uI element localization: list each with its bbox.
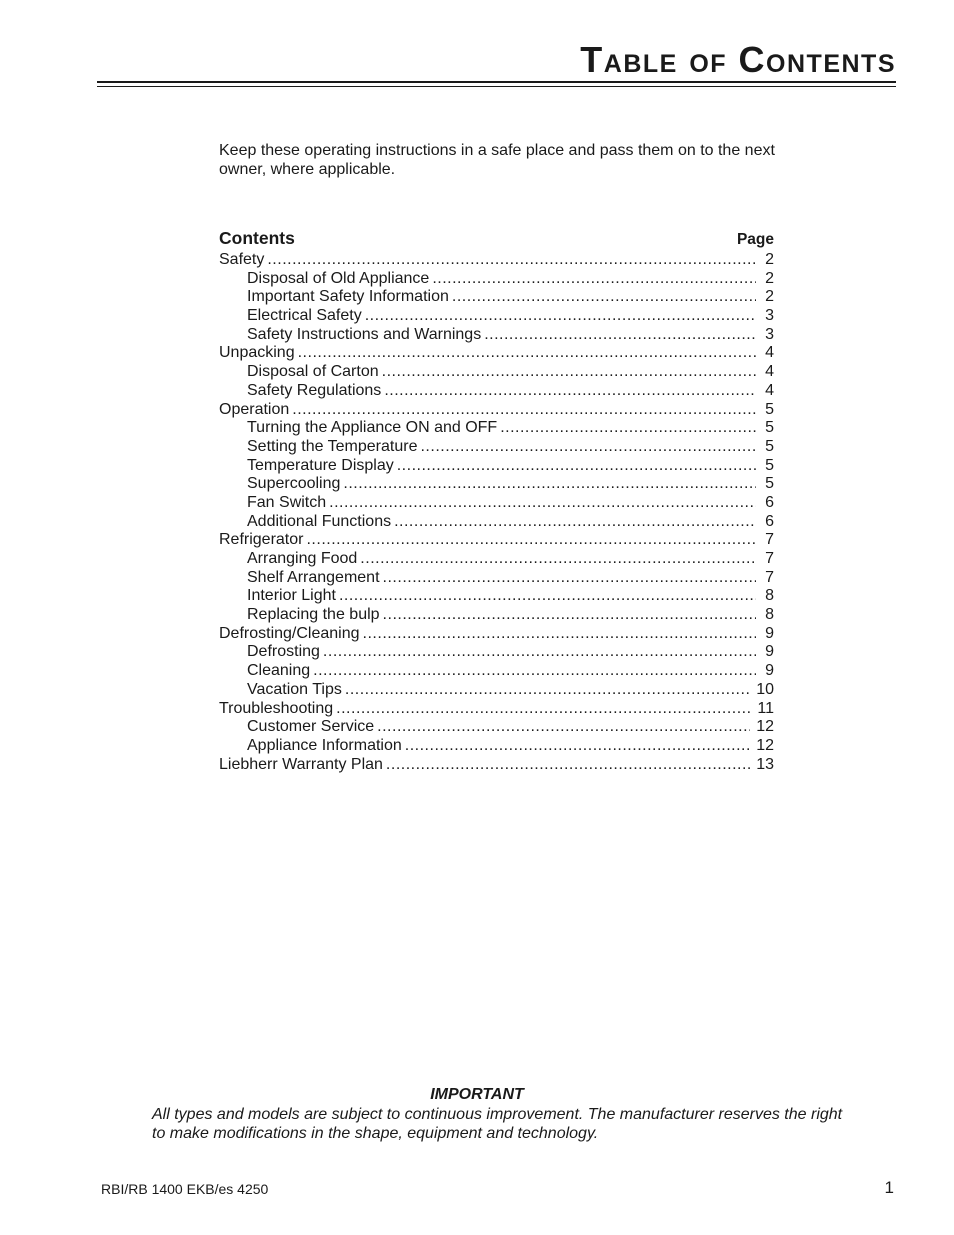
toc-entry-page: 9 (765, 624, 774, 642)
footer-model: RBI/RB 1400 EKB/es 4250 (101, 1181, 269, 1197)
toc-entry-label: Setting the Temperature (247, 437, 418, 455)
toc-leader-dots (292, 401, 756, 420)
toc-entry-label: Replacing the bulp (247, 606, 380, 624)
toc-entry-page: 5 (765, 456, 774, 474)
toc-leader-dots (386, 756, 750, 775)
toc-entry-page: 7 (765, 550, 774, 567)
toc-entry-page: 3 (765, 325, 774, 343)
toc-leader-dots (452, 288, 756, 307)
toc-entry-label: Liebherr Warranty Plan (219, 755, 383, 773)
toc-entry-label: Safety Instructions and Warnings (247, 325, 482, 343)
toc-page-heading: Page (736, 231, 774, 248)
toc-entry-page: 8 (765, 587, 774, 605)
toc-entry-page: 5 (765, 400, 774, 418)
toc-entry-page: 11 (757, 699, 774, 717)
toc-leader-dots (420, 438, 756, 457)
toc-list (219, 251, 774, 774)
toc-entry (219, 513, 774, 532)
toc-leader-dots (298, 344, 756, 363)
toc-entry (219, 251, 774, 270)
toc-entry (219, 550, 774, 569)
intro-paragraph: Keep these operating instructions in a safe place and pass them on to the next owner, where applicable. (219, 142, 775, 178)
toc-entry-page: 2 (765, 251, 774, 268)
toc-entry-label: Disposal of Old Appliance (247, 269, 430, 287)
toc-entry-page: 12 (756, 718, 774, 736)
toc-entry (219, 344, 774, 363)
toc-leader-dots (377, 718, 750, 737)
title-rule-thick (97, 81, 896, 83)
toc-entry-label: Appliance Information (247, 736, 402, 754)
toc-entry-label: Defrosting (247, 643, 320, 661)
toc-entry-label: Refrigerator (219, 531, 304, 549)
toc-entry (219, 643, 774, 662)
footer-page-number: 1 (884, 1178, 894, 1197)
toc-entry (219, 382, 774, 401)
toc-entry-label: Important Safety Information (247, 288, 449, 306)
toc-leader-dots (360, 550, 756, 569)
toc-leader-dots (365, 307, 756, 326)
toc-leader-dots (329, 494, 756, 513)
toc-header (219, 228, 774, 251)
toc-entry (219, 587, 774, 606)
toc-entry-label: Cleaning (247, 662, 311, 680)
toc-entry-page: 3 (765, 307, 774, 325)
toc-entry-label: Turning the Appliance ON and OFF (247, 419, 498, 437)
toc-entry (219, 363, 774, 382)
table-of-contents (219, 228, 774, 774)
toc-entry-page: 4 (765, 363, 774, 381)
toc-entry (219, 700, 774, 719)
toc-entry-label: Electrical Safety (247, 307, 362, 325)
toc-entry (219, 756, 774, 775)
toc-leader-dots (405, 737, 750, 756)
toc-entry-page: 4 (765, 381, 774, 399)
toc-entry-page: 13 (756, 755, 774, 773)
toc-entry (219, 307, 774, 326)
toc-entry (219, 326, 774, 345)
toc-leader-dots (500, 419, 756, 438)
toc-entry-page: 7 (765, 568, 774, 586)
toc-entry-label: Troubleshooting (219, 699, 334, 717)
toc-entry-label: Interior Light (247, 587, 336, 605)
toc-entry (219, 457, 774, 476)
toc-leader-dots (484, 326, 756, 345)
title-rule-thin (97, 86, 896, 87)
toc-entry (219, 270, 774, 289)
toc-leader-dots (383, 606, 756, 625)
page-title: Table of Contents (580, 39, 896, 80)
toc-heading: Contents (219, 228, 295, 248)
important-notice: All types and models are subject to continuous improvement. The manufacturer reserves the right to make modifications in the shape, equipment and technology. (152, 1106, 843, 1142)
toc-entry (219, 569, 774, 588)
toc-entry (219, 625, 774, 644)
toc-entry-label: Unpacking (219, 344, 295, 362)
toc-entry (219, 606, 774, 625)
toc-entry (219, 419, 774, 438)
toc-entry-page: 5 (765, 475, 774, 493)
toc-leader-dots (397, 457, 756, 476)
toc-leader-dots (343, 475, 756, 494)
toc-entry (219, 531, 774, 550)
toc-entry-page: 12 (756, 736, 774, 754)
toc-leader-dots (313, 662, 756, 681)
toc-entry-label: Fan Switch (247, 493, 327, 511)
toc-leader-dots (432, 270, 756, 289)
toc-entry-label: Safety Regulations (247, 381, 382, 399)
toc-entry-page: 8 (765, 606, 774, 624)
toc-leader-dots (345, 681, 750, 700)
toc-entry (219, 401, 774, 420)
toc-entry (219, 681, 774, 700)
toc-entry-page: 7 (765, 531, 774, 549)
toc-leader-dots (336, 700, 751, 719)
toc-entry (219, 662, 774, 681)
toc-entry-label: Disposal of Carton (247, 363, 379, 381)
toc-leader-dots (339, 587, 756, 606)
toc-entry (219, 718, 774, 737)
toc-entry-label: Operation (219, 400, 290, 418)
toc-entry-label: Temperature Display (247, 456, 394, 474)
toc-entry-label: Supercooling (247, 475, 341, 493)
toc-entry-label: Additional Functions (247, 512, 392, 530)
toc-leader-dots (267, 251, 756, 270)
important-heading: IMPORTANT (430, 1086, 524, 1103)
toc-entry-label: Arranging Food (247, 550, 358, 567)
toc-entry-label: Defrosting/Cleaning (219, 624, 360, 642)
toc-entry-page: 9 (765, 643, 774, 661)
toc-entry-page: 5 (765, 437, 774, 455)
toc-entry (219, 737, 774, 756)
toc-entry (219, 288, 774, 307)
toc-entry (219, 494, 774, 513)
toc-entry-label: Shelf Arrangement (247, 568, 380, 586)
toc-entry-page: 6 (765, 512, 774, 530)
toc-entry-page: 5 (765, 419, 774, 437)
toc-entry-page: 2 (765, 269, 774, 287)
toc-leader-dots (323, 643, 756, 662)
toc-entry-page: 9 (765, 662, 774, 680)
toc-entry (219, 475, 774, 494)
toc-leader-dots (394, 513, 756, 532)
toc-entry-page: 4 (765, 344, 774, 362)
toc-entry-label: Safety (219, 251, 265, 268)
toc-entry-label: Vacation Tips (247, 680, 342, 698)
toc-leader-dots (306, 531, 756, 550)
toc-leader-dots (382, 363, 756, 382)
toc-leader-dots (383, 569, 756, 588)
toc-entry-page: 2 (765, 288, 774, 306)
toc-entry-label: Customer Service (247, 718, 375, 736)
toc-entry-page: 10 (756, 680, 774, 698)
toc-leader-dots (363, 625, 756, 644)
toc-entry (219, 438, 774, 457)
toc-leader-dots (384, 382, 756, 401)
toc-entry-page: 6 (765, 493, 774, 511)
